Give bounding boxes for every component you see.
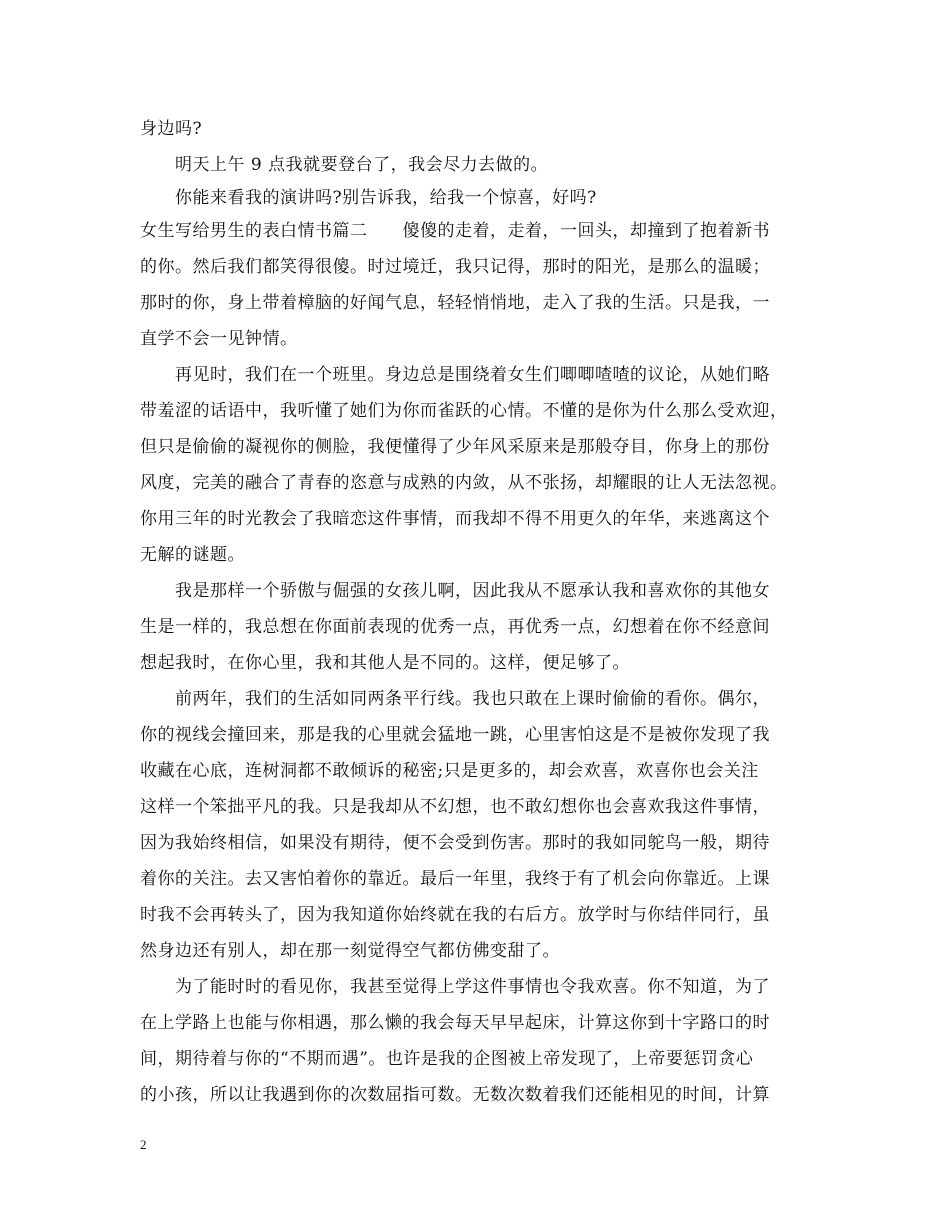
text-line: 你能来看我的演讲吗?别告诉我，给我一个惊喜，好吗?: [140, 188, 597, 208]
text-line: 收藏在心底，连树洞都不敢倾诉的秘密;只是更多的，却会欢喜，欢喜你也会关注: [140, 761, 759, 781]
text-line: 的小孩，所以让我遇到你的次数屈指可数。无数次数着我们还能相见的时间，计算: [140, 1085, 770, 1105]
text-line: 身边吗?: [140, 119, 203, 139]
text-line: 生是一样的，我总想在你面前表现的优秀一点，再优秀一点，幻想着在你不经意间: [140, 617, 770, 637]
text-line: 你的视线会撞回来，那是我的心里就会猛地一跳，心里害怕这是不是被你发现了我: [140, 725, 770, 745]
text-line: 再见时，我们在一个班里。身边总是围绕着女生们唧唧喳喳的议论，从她们略: [140, 365, 770, 385]
section-heading-line: 女生写给男生的表白情书篇二 傻傻的走着，走着，一回头，却撞到了抱着新书: [140, 221, 770, 241]
text-line: 明天上午 9 点我就要登台了，我会尽力去做的。: [140, 155, 549, 175]
text-line: 想起我时，在你心里，我和其他人是不同的。这样，便足够了。: [140, 653, 630, 673]
text-line: 这样一个笨拙平凡的我。只是我却从不幻想，也不敢幻想你也会喜欢我这件事情，: [140, 797, 770, 817]
text-line: 无解的谜题。: [140, 545, 245, 565]
text-line: 带羞涩的话语中，我听懂了她们为你而雀跃的心情。不懂的是你为什么那么受欢迎，: [140, 401, 788, 421]
text-line: 但只是偷偷的凝视你的侧脸，我便懂得了少年风采原来是那般夺目，你身上的那份: [140, 437, 770, 457]
text-line: 直学不会一见钟情。: [140, 329, 298, 349]
text-line: 为了能时时的看见你，我甚至觉得上学这件事情也令我欢喜。你不知道，为了: [140, 977, 770, 997]
text-line: 前两年，我们的生活如同两条平行线。我也只敢在上课时偷偷的看你。偶尔，: [140, 689, 770, 709]
text-line: 间，期待着与你的“不期而遇”。也许是我的企图被上帝发现了，上帝要惩罚贪心: [140, 1049, 754, 1069]
text-line: 因为我始终相信，如果没有期待，便不会受到伤害。那时的我如同鸵鸟一般，期待: [140, 833, 770, 853]
text-line: 时我不会再转头了，因为我知道你始终就在我的右后方。放学时与你结伴同行，虽: [140, 905, 770, 925]
text-line: 着你的关注。去又害怕着你的靠近。最后一年里，我终于有了机会向你靠近。上课: [140, 869, 770, 889]
text-line: 那时的你，身上带着樟脑的好闻气息，轻轻悄悄地，走入了我的生活。只是我，一: [140, 293, 770, 313]
text-line: 然身边还有别人，却在那一刻觉得空气都仿佛变甜了。: [140, 941, 560, 961]
text-line: 在上学路上也能与你相遇，那么懒的我会每天早早起床，计算这你到十字路口的时: [140, 1013, 770, 1033]
text-line: 的你。然后我们都笑得很傻。时过境迁，我只记得，那时的阳光，是那么的温暖；: [140, 257, 770, 277]
text-line: 我是那样一个骄傲与倔强的女孩儿啊，因此我从不愿承认我和喜欢你的其他女: [140, 581, 770, 601]
text-line: 你用三年的时光教会了我暗恋这件事情，而我却不得不用更久的年华，来逃离这个: [140, 509, 770, 529]
page-number: 2: [140, 1137, 147, 1152]
text-line: 风度，完美的融合了青春的恣意与成熟的内敛，从不张扬，却耀眼的让人无法忽视。: [140, 473, 788, 493]
